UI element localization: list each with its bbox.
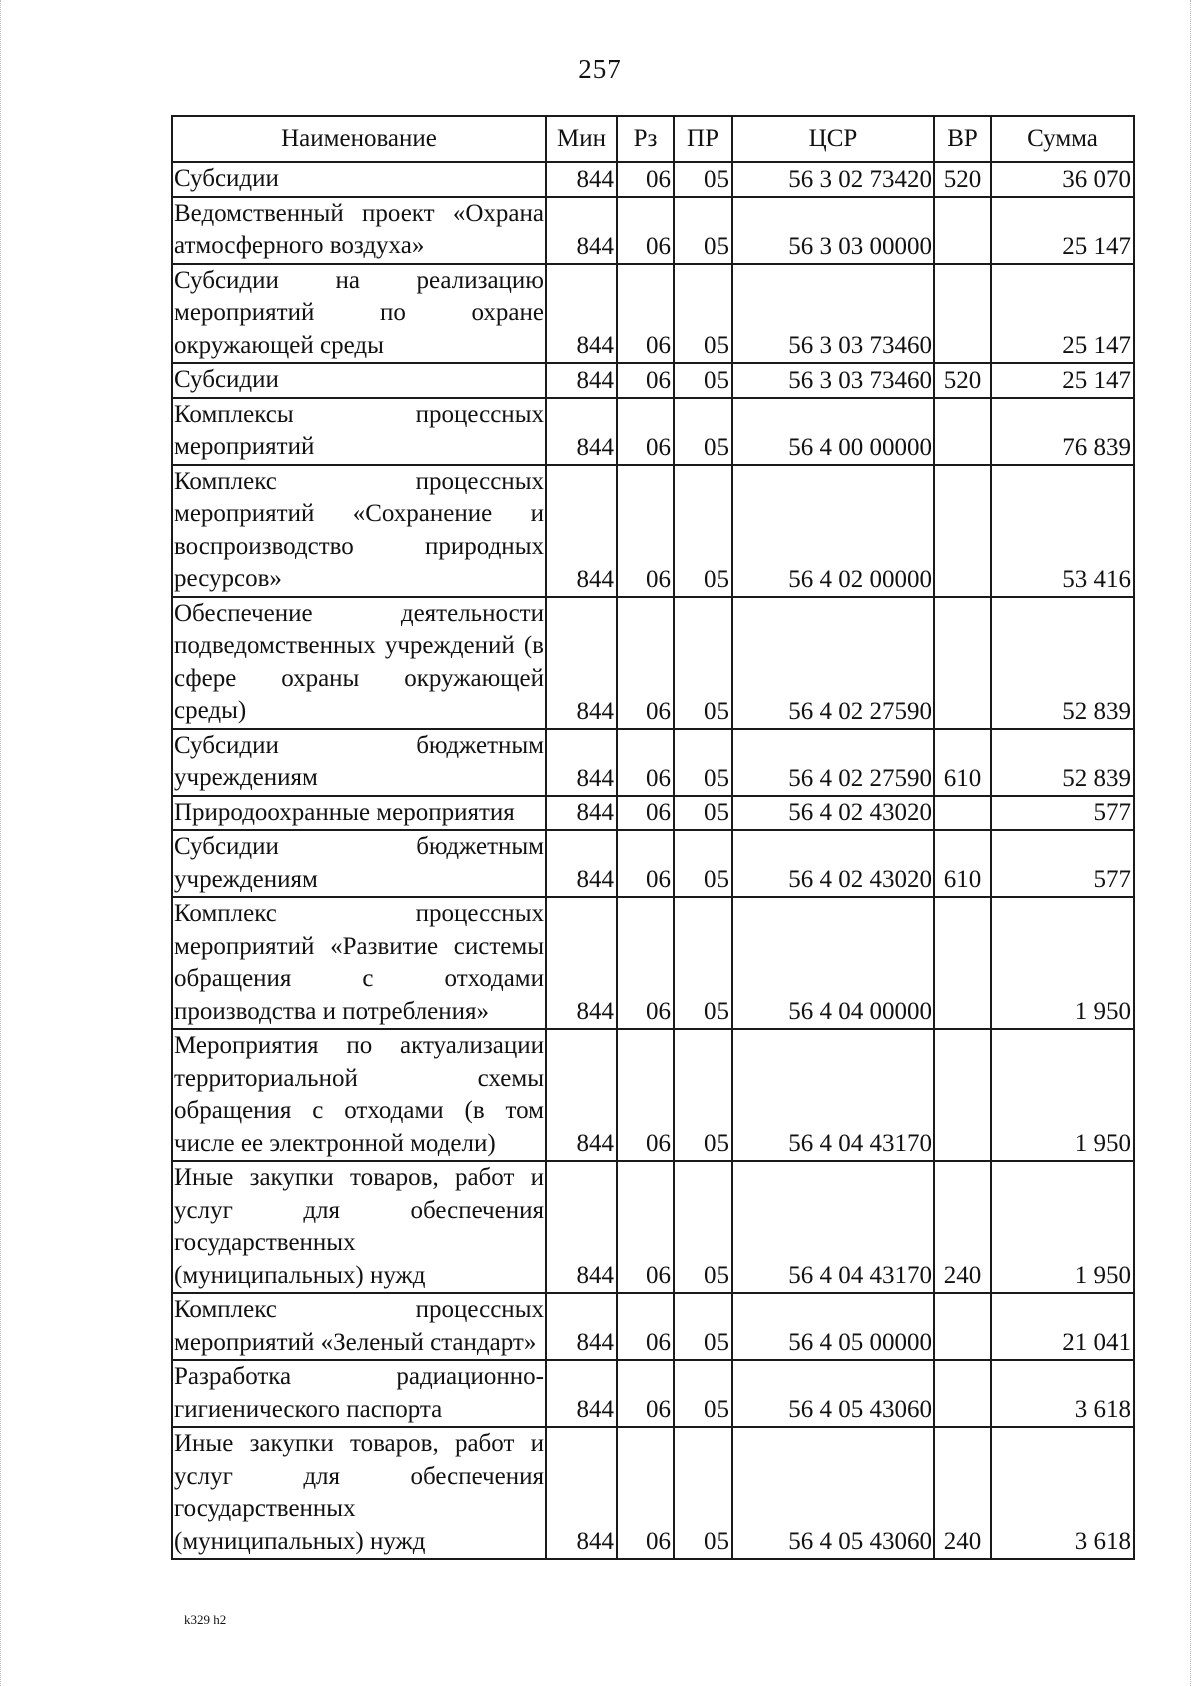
cell-min: 844 <box>546 1029 617 1161</box>
cell-rz: 06 <box>617 465 674 597</box>
cell-rz: 06 <box>617 363 674 398</box>
cell-csr: 56 3 02 73420 <box>732 162 934 197</box>
header-rz: Рз <box>617 116 674 162</box>
cell-name: Субсидии <box>172 162 546 197</box>
cell-name: Разработка радиационно-гигиенического паспорта <box>172 1360 546 1427</box>
table-row <box>172 264 1134 364</box>
cell-min: 844 <box>546 363 617 398</box>
cell-pr: 05 <box>674 597 732 729</box>
cell-sum: 1 950 <box>991 897 1134 1029</box>
table-body <box>172 162 1134 1559</box>
cell-rz: 06 <box>617 1161 674 1293</box>
table-row <box>172 1161 1134 1293</box>
cell-rz: 06 <box>617 1427 674 1559</box>
cell-rz: 06 <box>617 1360 674 1427</box>
cell-min: 844 <box>546 1161 617 1293</box>
cell-name: Ведомственный проект «Охрана атмосферного воздуха» <box>172 197 546 264</box>
cell-sum: 1 950 <box>991 1161 1134 1293</box>
table-header-row <box>172 116 1134 162</box>
cell-vr <box>934 465 991 597</box>
cell-csr: 56 4 05 43060 <box>732 1427 934 1559</box>
cell-vr <box>934 597 991 729</box>
cell-name: Обеспечение деятельности подведомственных учреждений (в сфере охраны окружающей среды) <box>172 597 546 729</box>
cell-vr: 610 <box>934 830 991 897</box>
table-row <box>172 597 1134 729</box>
scan-left-edge <box>0 0 2 1686</box>
table-row <box>172 1427 1134 1559</box>
cell-vr: 520 <box>934 363 991 398</box>
cell-csr: 56 3 03 73460 <box>732 363 934 398</box>
cell-min: 844 <box>546 162 617 197</box>
cell-min: 844 <box>546 197 617 264</box>
cell-csr: 56 4 02 27590 <box>732 597 934 729</box>
cell-min: 844 <box>546 729 617 796</box>
cell-sum: 52 839 <box>991 729 1134 796</box>
cell-vr <box>934 1029 991 1161</box>
cell-name: Иные закупки товаров, работ и услуг для обеспечения государственных (муниципальных) нужд <box>172 1427 546 1559</box>
cell-vr <box>934 1293 991 1360</box>
cell-pr: 05 <box>674 162 732 197</box>
cell-csr: 56 3 03 00000 <box>732 197 934 264</box>
cell-csr: 56 4 02 27590 <box>732 729 934 796</box>
cell-rz: 06 <box>617 729 674 796</box>
cell-min: 844 <box>546 897 617 1029</box>
cell-name: Комплексы процессных мероприятий <box>172 398 546 465</box>
cell-name: Субсидии бюджетным учреждениям <box>172 830 546 897</box>
cell-vr <box>934 398 991 465</box>
cell-name: Природоохранные мероприятия <box>172 796 546 831</box>
cell-vr <box>934 796 991 831</box>
cell-sum: 25 147 <box>991 264 1134 364</box>
cell-min: 844 <box>546 1360 617 1427</box>
cell-pr: 05 <box>674 1293 732 1360</box>
table-row <box>172 729 1134 796</box>
header-csr: ЦСР <box>732 116 934 162</box>
table-row <box>172 830 1134 897</box>
cell-sum: 36 070 <box>991 162 1134 197</box>
cell-csr: 56 4 04 43170 <box>732 1161 934 1293</box>
cell-rz: 06 <box>617 796 674 831</box>
cell-min: 844 <box>546 398 617 465</box>
cell-sum: 21 041 <box>991 1293 1134 1360</box>
cell-rz: 06 <box>617 398 674 465</box>
cell-sum: 53 416 <box>991 465 1134 597</box>
cell-csr: 56 4 05 00000 <box>732 1293 934 1360</box>
cell-name: Комплекс процессных мероприятий «Сохранение и воспроизводство природных ресурсов» <box>172 465 546 597</box>
cell-vr: 240 <box>934 1427 991 1559</box>
cell-sum: 25 147 <box>991 197 1134 264</box>
cell-sum: 3 618 <box>991 1360 1134 1427</box>
cell-pr: 05 <box>674 830 732 897</box>
cell-min: 844 <box>546 1293 617 1360</box>
header-min: Мин <box>546 116 617 162</box>
cell-min: 844 <box>546 830 617 897</box>
table-row <box>172 796 1134 831</box>
cell-name: Субсидии <box>172 363 546 398</box>
cell-csr: 56 4 04 00000 <box>732 897 934 1029</box>
cell-name: Субсидии на реализацию мероприятий по охране окружающей среды <box>172 264 546 364</box>
cell-csr: 56 4 02 43020 <box>732 830 934 897</box>
cell-rz: 06 <box>617 1029 674 1161</box>
cell-csr: 56 4 02 43020 <box>732 796 934 831</box>
cell-csr: 56 4 05 43060 <box>732 1360 934 1427</box>
table-row <box>172 1029 1134 1161</box>
cell-pr: 05 <box>674 197 732 264</box>
table-row <box>172 363 1134 398</box>
page-number: 257 <box>578 54 622 84</box>
header-name: Наименование <box>172 116 546 162</box>
cell-rz: 06 <box>617 197 674 264</box>
header-vr: ВР <box>934 116 991 162</box>
cell-vr <box>934 1360 991 1427</box>
header-sum: Сумма <box>991 116 1134 162</box>
cell-min: 844 <box>546 796 617 831</box>
table-row <box>172 1293 1134 1360</box>
cell-rz: 06 <box>617 830 674 897</box>
cell-rz: 06 <box>617 264 674 364</box>
cell-pr: 05 <box>674 1360 732 1427</box>
cell-sum: 1 950 <box>991 1029 1134 1161</box>
cell-pr: 05 <box>674 264 732 364</box>
cell-csr: 56 4 04 43170 <box>732 1029 934 1161</box>
table-row <box>172 897 1134 1029</box>
cell-min: 844 <box>546 1427 617 1559</box>
cell-rz: 06 <box>617 1293 674 1360</box>
table-row <box>172 1360 1134 1427</box>
table-row <box>172 465 1134 597</box>
cell-vr: 610 <box>934 729 991 796</box>
table-row <box>172 398 1134 465</box>
budget-table <box>171 115 1135 1560</box>
cell-pr: 05 <box>674 796 732 831</box>
cell-sum: 3 618 <box>991 1427 1134 1559</box>
cell-min: 844 <box>546 264 617 364</box>
cell-name: Мероприятия по актуализации территориальной схемы обращения с отходами (в том числе ее электронной модели) <box>172 1029 546 1161</box>
cell-name: Субсидии бюджетным учреждениям <box>172 729 546 796</box>
cell-csr: 56 4 00 00000 <box>732 398 934 465</box>
scan-right-edge <box>1190 0 1192 1686</box>
table-row <box>172 162 1134 197</box>
cell-pr: 05 <box>674 729 732 796</box>
cell-min: 844 <box>546 597 617 729</box>
cell-name: Комплекс процессных мероприятий «Зеленый стандарт» <box>172 1293 546 1360</box>
cell-sum: 76 839 <box>991 398 1134 465</box>
cell-pr: 05 <box>674 1427 732 1559</box>
cell-sum: 52 839 <box>991 597 1134 729</box>
cell-vr <box>934 897 991 1029</box>
footer-code: k329 h2 <box>184 1612 227 1627</box>
cell-vr <box>934 264 991 364</box>
cell-pr: 05 <box>674 363 732 398</box>
cell-pr: 05 <box>674 1161 732 1293</box>
cell-sum: 25 147 <box>991 363 1134 398</box>
cell-vr: 240 <box>934 1161 991 1293</box>
cell-csr: 56 3 03 73460 <box>732 264 934 364</box>
cell-name: Иные закупки товаров, работ и услуг для обеспечения государственных (муниципальных) нужд <box>172 1161 546 1293</box>
cell-min: 844 <box>546 465 617 597</box>
cell-pr: 05 <box>674 897 732 1029</box>
cell-pr: 05 <box>674 465 732 597</box>
header-pr: ПР <box>674 116 732 162</box>
table-row <box>172 197 1134 264</box>
cell-rz: 06 <box>617 162 674 197</box>
cell-vr <box>934 197 991 264</box>
cell-sum: 577 <box>991 796 1134 831</box>
cell-pr: 05 <box>674 398 732 465</box>
cell-pr: 05 <box>674 1029 732 1161</box>
cell-sum: 577 <box>991 830 1134 897</box>
cell-csr: 56 4 02 00000 <box>732 465 934 597</box>
cell-rz: 06 <box>617 597 674 729</box>
cell-name: Комплекс процессных мероприятий «Развитие системы обращения с отходами производства и потребления» <box>172 897 546 1029</box>
cell-rz: 06 <box>617 897 674 1029</box>
cell-vr: 520 <box>934 162 991 197</box>
